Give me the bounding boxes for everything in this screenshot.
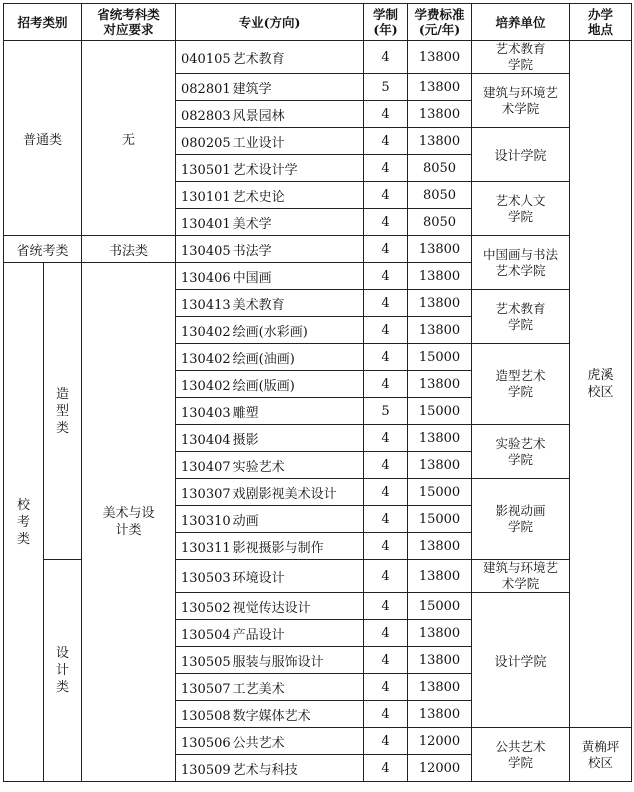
major-cell [176, 236, 364, 263]
school-architecture-1-text: 建筑与环境艺术学院 [483, 84, 559, 116]
duration-cell: 4 [364, 506, 408, 533]
major-code: 130504 [181, 627, 231, 643]
major-name: 艺术设计学 [232, 162, 298, 178]
major-code: 130506 [181, 735, 231, 751]
header-requirement-text: 省统考科类对应要求 [97, 7, 160, 37]
major-name: 艺术教育 [232, 51, 285, 67]
campus-huxi-text: 虎溪校区 [587, 368, 614, 400]
major-name: 数字媒体艺术 [232, 708, 311, 724]
fee-cell: 13800 [408, 101, 472, 128]
major-code: 130501 [181, 162, 231, 178]
fee-cell: 13800 [408, 425, 472, 452]
header-campus-text: 办学地点 [588, 7, 614, 37]
major-code: 130509 [181, 762, 231, 778]
fee-cell: 12000 [408, 755, 472, 782]
major-code: 130505 [181, 654, 231, 670]
duration-cell: 4 [364, 209, 408, 236]
major-code: 040105 [181, 51, 231, 67]
fee-cell: 15000 [408, 506, 472, 533]
major-cell [176, 425, 364, 452]
header-campus [570, 4, 632, 41]
major-cell [176, 755, 364, 782]
duration-cell: 4 [364, 155, 408, 182]
fee-cell: 15000 [408, 479, 472, 506]
school-architecture-1 [472, 74, 570, 128]
school-fine-arts [472, 344, 570, 425]
school-public-art [472, 728, 570, 782]
header-category: 招考类别 [4, 4, 82, 41]
duration-cell: 4 [364, 755, 408, 782]
category-provincial: 省统考类 [4, 236, 82, 263]
major-cell [176, 674, 364, 701]
fee-cell: 13800 [408, 647, 472, 674]
major-name: 视觉传达设计 [232, 600, 311, 616]
duration-cell: 4 [364, 236, 408, 263]
requirement-calligraphy: 书法类 [82, 236, 176, 263]
major-name: 绘画(版画) [232, 378, 295, 394]
duration-cell: 4 [364, 290, 408, 317]
major-name: 书法学 [232, 243, 272, 259]
fee-cell: 13800 [408, 371, 472, 398]
major-code: 130402 [181, 378, 231, 394]
header-school: 培养单位 [472, 4, 570, 41]
major-name: 雕塑 [232, 405, 259, 421]
major-code: 082801 [181, 81, 231, 97]
duration-cell: 4 [364, 674, 408, 701]
major-name: 风景园林 [232, 108, 285, 124]
major-cell [176, 209, 364, 236]
major-name: 工艺美术 [232, 681, 285, 697]
fee-cell: 13800 [408, 74, 472, 101]
duration-cell: 4 [364, 425, 408, 452]
major-name: 绘画(水彩画) [232, 324, 308, 340]
fee-cell: 13800 [408, 560, 472, 593]
school-chinese-painting-text: 中国画与书法艺术学院 [483, 246, 559, 278]
header-duration [364, 4, 408, 41]
fee-cell: 13800 [408, 674, 472, 701]
duration-cell: 4 [364, 620, 408, 647]
requirement-art-design [82, 263, 176, 782]
major-code: 082803 [181, 108, 231, 124]
major-code: 130311 [181, 540, 231, 556]
major-cell [176, 371, 364, 398]
major-cell [176, 182, 364, 209]
fee-cell: 13800 [408, 290, 472, 317]
major-code: 130402 [181, 324, 231, 340]
duration-cell: 4 [364, 728, 408, 755]
fee-cell: 13800 [408, 452, 472, 479]
fee-cell: 8050 [408, 209, 472, 236]
school-chinese-painting [472, 236, 570, 290]
major-code: 130101 [181, 189, 231, 205]
major-name: 摄影 [232, 432, 259, 448]
major-name: 影视摄影与制作 [232, 540, 324, 556]
fee-cell: 15000 [408, 593, 472, 620]
major-code: 130307 [181, 486, 231, 502]
school-film-animation [472, 479, 570, 560]
subcategory-modeling-text: 造型类 [55, 386, 69, 436]
table-row [4, 41, 632, 74]
major-name: 艺术史论 [232, 189, 285, 205]
major-code: 130407 [181, 459, 231, 475]
major-name: 中国画 [232, 270, 272, 286]
requirement-art-design-text: 美术与设计类 [102, 506, 155, 538]
duration-cell: 4 [364, 647, 408, 674]
major-cell [176, 263, 364, 290]
fee-cell: 13800 [408, 263, 472, 290]
major-name: 美术教育 [232, 297, 285, 313]
major-code: 130406 [181, 270, 231, 286]
school-humanities-text: 艺术人文学院 [495, 192, 546, 224]
major-code: 130502 [181, 600, 231, 616]
header-major: 专业(方向) [176, 4, 364, 41]
duration-cell: 5 [364, 398, 408, 425]
duration-cell: 4 [364, 101, 408, 128]
fee-cell: 13800 [408, 128, 472, 155]
duration-cell: 4 [364, 479, 408, 506]
major-cell [176, 317, 364, 344]
school-experimental-text: 实验艺术学院 [495, 435, 546, 467]
fee-cell: 15000 [408, 344, 472, 371]
header-requirement [82, 4, 176, 41]
major-code: 130507 [181, 681, 231, 697]
major-code: 130413 [181, 297, 231, 313]
duration-cell: 4 [364, 182, 408, 209]
fee-cell: 8050 [408, 155, 472, 182]
fee-cell: 13800 [408, 533, 472, 560]
header-fee [408, 4, 472, 41]
duration-cell: 4 [364, 452, 408, 479]
duration-cell: 4 [364, 701, 408, 728]
major-code: 130508 [181, 708, 231, 724]
major-name: 公共艺术 [232, 735, 285, 751]
major-code: 130404 [181, 432, 231, 448]
campus-huxi [570, 41, 632, 728]
duration-cell: 4 [364, 344, 408, 371]
major-cell [176, 479, 364, 506]
major-name: 建筑学 [232, 81, 272, 97]
major-code: 130401 [181, 216, 231, 232]
school-public-art-text: 公共艺术学院 [495, 738, 546, 770]
school-art-education-1-text: 艺术教育学院 [495, 41, 546, 72]
category-general: 普通类 [4, 41, 82, 236]
major-cell [176, 74, 364, 101]
major-code: 130310 [181, 513, 231, 529]
major-code: 130403 [181, 405, 231, 421]
major-name: 工业设计 [232, 135, 285, 151]
major-cell [176, 101, 364, 128]
major-code: 130402 [181, 351, 231, 367]
fee-cell: 13800 [408, 620, 472, 647]
school-design-1: 设计学院 [472, 128, 570, 182]
subcategory-modeling [44, 263, 82, 560]
category-school-exam [4, 263, 44, 782]
major-name: 环境设计 [232, 570, 285, 586]
duration-cell: 4 [364, 560, 408, 593]
fee-cell: 15000 [408, 398, 472, 425]
category-school-exam-text: 校考类 [16, 497, 30, 547]
school-art-education-1 [472, 41, 570, 74]
major-name: 绘画(油画) [232, 351, 295, 367]
school-art-education-2-text: 艺术教育学院 [495, 300, 546, 332]
header-duration-text: 学制(年) [373, 7, 399, 37]
major-cell [176, 593, 364, 620]
major-cell [176, 344, 364, 371]
major-name: 产品设计 [232, 627, 285, 643]
duration-cell: 4 [364, 533, 408, 560]
subcategory-design [44, 560, 82, 782]
school-film-animation-text: 影视动画学院 [495, 503, 546, 534]
school-art-education-2 [472, 290, 570, 344]
major-cell [176, 647, 364, 674]
major-cell [176, 560, 364, 593]
school-experimental [472, 425, 570, 479]
table-row [4, 236, 632, 263]
school-design-2: 设计学院 [472, 593, 570, 728]
major-cell [176, 452, 364, 479]
header-fee-text: 学费标准(元/年) [414, 7, 465, 37]
fee-cell: 12000 [408, 728, 472, 755]
duration-cell: 5 [364, 74, 408, 101]
campus-huangjueping [570, 728, 632, 782]
major-cell [176, 128, 364, 155]
major-cell [176, 41, 364, 74]
major-cell [176, 290, 364, 317]
major-cell [176, 398, 364, 425]
duration-cell: 4 [364, 128, 408, 155]
major-code: 130503 [181, 570, 231, 586]
major-name: 服装与服饰设计 [232, 654, 324, 670]
major-cell [176, 620, 364, 647]
major-name: 美术学 [232, 216, 272, 232]
subcategory-design-text: 设计类 [55, 646, 69, 695]
major-cell [176, 506, 364, 533]
major-name: 艺术与科技 [232, 762, 298, 778]
school-fine-arts-text: 造型艺术学院 [495, 368, 546, 399]
major-name: 实验艺术 [232, 459, 285, 475]
major-cell [176, 533, 364, 560]
duration-cell: 4 [364, 593, 408, 620]
duration-cell: 4 [364, 371, 408, 398]
major-name: 戏剧影视美术设计 [232, 486, 337, 502]
duration-cell: 4 [364, 263, 408, 290]
major-cell [176, 701, 364, 728]
major-name: 动画 [232, 513, 259, 529]
school-humanities [472, 182, 570, 236]
fee-cell: 13800 [408, 236, 472, 263]
majors-table [3, 3, 632, 782]
fee-cell: 13800 [408, 701, 472, 728]
campus-huangjueping-text: 黄桷坪校区 [581, 738, 620, 770]
major-code: 130405 [181, 243, 231, 259]
school-architecture-2-text: 建筑与环境艺术学院 [483, 560, 559, 591]
fee-cell: 13800 [408, 41, 472, 74]
fee-cell: 8050 [408, 182, 472, 209]
school-architecture-2 [472, 560, 570, 593]
major-code: 080205 [181, 135, 231, 151]
major-cell [176, 728, 364, 755]
requirement-none: 无 [82, 41, 176, 236]
fee-cell: 13800 [408, 317, 472, 344]
duration-cell: 4 [364, 317, 408, 344]
major-cell [176, 155, 364, 182]
duration-cell: 4 [364, 41, 408, 74]
header-row [4, 4, 632, 41]
